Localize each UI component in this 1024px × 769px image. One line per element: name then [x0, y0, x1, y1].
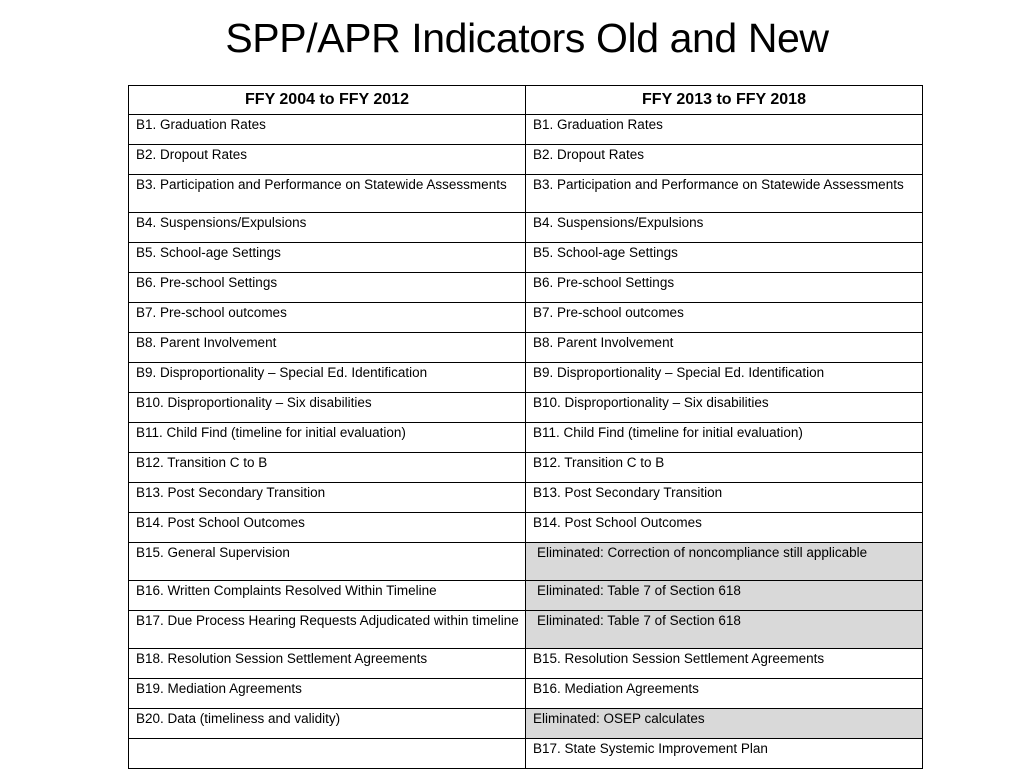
new-indicator-cell: B9. Disproportionality – Special Ed. Identification — [526, 363, 923, 393]
new-indicator-cell: B13. Post Secondary Transition — [526, 483, 923, 513]
table-row — [129, 739, 923, 769]
table-row — [129, 709, 923, 739]
new-indicator-cell: B5. School-age Settings — [526, 243, 923, 273]
old-indicator-cell: B15. General Supervision — [129, 543, 526, 581]
new-indicator-cell: B1. Graduation Rates — [526, 115, 923, 145]
old-indicator-cell: B1. Graduation Rates — [129, 115, 526, 145]
table-row — [129, 145, 923, 175]
table-row — [129, 213, 923, 243]
table-row — [129, 649, 923, 679]
new-indicator-cell: B7. Pre-school outcomes — [526, 303, 923, 333]
table-row — [129, 333, 923, 363]
old-indicator-cell: B10. Disproportionality – Six disabilities — [129, 393, 526, 423]
old-indicator-cell: B19. Mediation Agreements — [129, 679, 526, 709]
table-row — [129, 243, 923, 273]
table-header-row — [129, 86, 923, 115]
table-row — [129, 581, 923, 611]
new-indicator-cell: B16. Mediation Agreements — [526, 679, 923, 709]
old-indicator-cell: B14. Post School Outcomes — [129, 513, 526, 543]
slide-title: SPP/APR Indicators Old and New — [225, 15, 829, 61]
new-indicator-cell: B14. Post School Outcomes — [526, 513, 923, 543]
old-indicator-cell: B5. School-age Settings — [129, 243, 526, 273]
old-indicator-cell — [129, 739, 526, 769]
old-indicator-cell: B3. Participation and Performance on Statewide Assessments — [129, 175, 526, 213]
header-old-indicators: FFY 2004 to FFY 2012 — [129, 86, 526, 115]
new-indicator-cell: B15. Resolution Session Settlement Agreements — [526, 649, 923, 679]
new-indicator-cell: B12. Transition C to B — [526, 453, 923, 483]
table-row — [129, 513, 923, 543]
old-indicator-cell: B12. Transition C to B — [129, 453, 526, 483]
new-indicator-cell: B8. Parent Involvement — [526, 333, 923, 363]
header-new-indicators: FFY 2013 to FFY 2018 — [526, 86, 923, 115]
table-row — [129, 423, 923, 453]
old-indicator-cell: B11. Child Find (timeline for initial evaluation) — [129, 423, 526, 453]
table-row — [129, 393, 923, 423]
eliminated-indicator-cell: Eliminated: Table 7 of Section 618 — [526, 581, 923, 611]
eliminated-indicator-cell: Eliminated: Table 7 of Section 618 — [526, 611, 923, 649]
old-indicator-cell: B9. Disproportionality – Special Ed. Identification — [129, 363, 526, 393]
old-indicator-cell: B13. Post Secondary Transition — [129, 483, 526, 513]
old-indicator-cell: B16. Written Complaints Resolved Within Timeline — [129, 581, 526, 611]
new-indicator-cell: B6. Pre-school Settings — [526, 273, 923, 303]
table-row — [129, 175, 923, 213]
old-indicator-cell: B17. Due Process Hearing Requests Adjudicated within timeline — [129, 611, 526, 649]
new-indicator-cell: B4. Suspensions/Expulsions — [526, 213, 923, 243]
new-indicator-cell: B17. State Systemic Improvement Plan — [526, 739, 923, 769]
new-indicator-cell: B2. Dropout Rates — [526, 145, 923, 175]
new-indicator-cell: B11. Child Find (timeline for initial evaluation) — [526, 423, 923, 453]
table-row — [129, 483, 923, 513]
old-indicator-cell: B4. Suspensions/Expulsions — [129, 213, 526, 243]
table-row — [129, 453, 923, 483]
new-indicator-cell: B3. Participation and Performance on Statewide Assessments — [526, 175, 923, 213]
old-indicator-cell: B2. Dropout Rates — [129, 145, 526, 175]
eliminated-indicator-cell: Eliminated: OSEP calculates — [526, 709, 923, 739]
indicators-table — [128, 85, 923, 769]
table-row — [129, 611, 923, 649]
new-indicator-cell: B10. Disproportionality – Six disabilities — [526, 393, 923, 423]
old-indicator-cell: B6. Pre-school Settings — [129, 273, 526, 303]
old-indicator-cell: B7. Pre-school outcomes — [129, 303, 526, 333]
table-row — [129, 273, 923, 303]
old-indicator-cell: B18. Resolution Session Settlement Agreements — [129, 649, 526, 679]
table-row — [129, 115, 923, 145]
eliminated-indicator-cell: Eliminated: Correction of noncompliance still applicable — [526, 543, 923, 581]
table-row — [129, 679, 923, 709]
table-row — [129, 543, 923, 581]
table-row — [129, 363, 923, 393]
old-indicator-cell: B20. Data (timeliness and validity) — [129, 709, 526, 739]
table-row — [129, 303, 923, 333]
old-indicator-cell: B8. Parent Involvement — [129, 333, 526, 363]
